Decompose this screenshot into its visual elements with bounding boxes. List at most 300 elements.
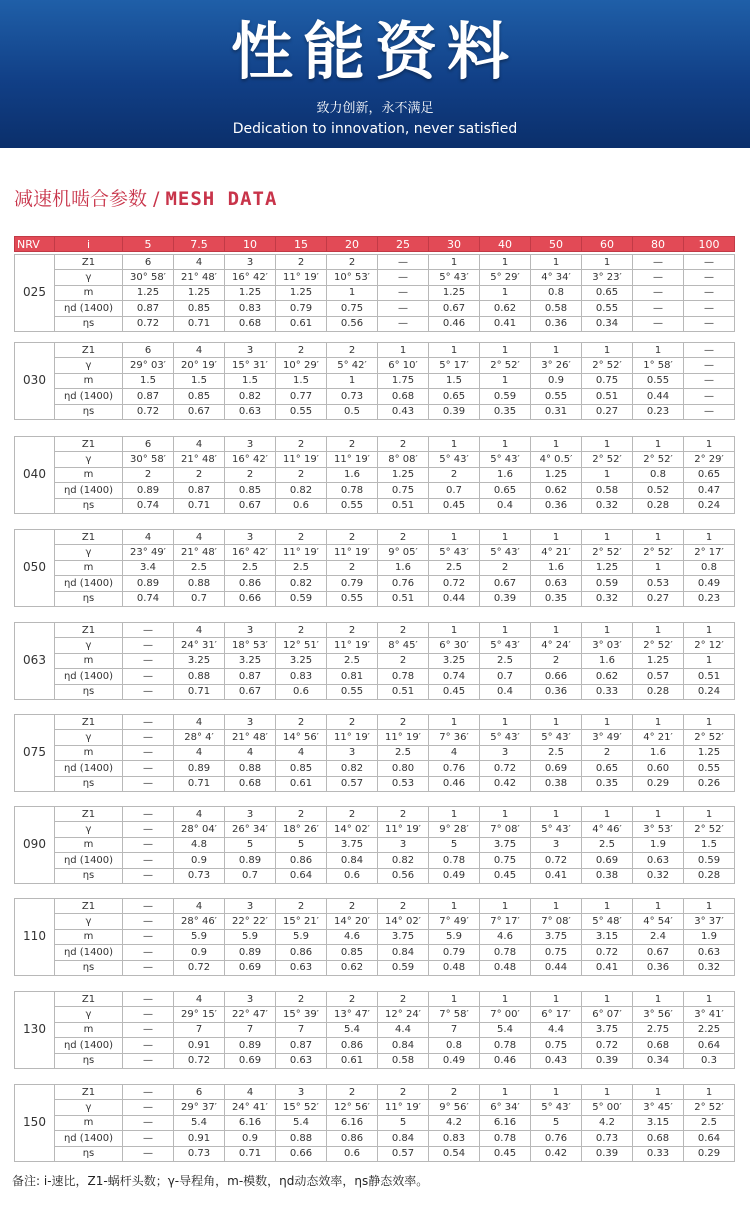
data-cell: 2.5 — [276, 560, 327, 575]
data-cell: 5° 29′ — [480, 270, 531, 285]
data-cell: 3° 41′ — [684, 1007, 735, 1022]
data-cell: 0.83 — [276, 669, 327, 684]
param-label: Z1 — [55, 715, 123, 730]
data-cell: 2.5 — [480, 653, 531, 668]
data-cell: 0.8 — [633, 467, 684, 482]
param-label: m — [55, 1115, 123, 1130]
size-table-130 — [14, 991, 735, 1069]
data-cell: 14° 56′ — [276, 730, 327, 745]
param-label: γ — [55, 638, 123, 653]
data-cell: 0.68 — [633, 1131, 684, 1146]
data-cell: 0.66 — [225, 591, 276, 606]
data-cell: 5° 48′ — [582, 914, 633, 929]
data-cell: 0.23 — [684, 591, 735, 606]
data-cell: 2 — [123, 467, 174, 482]
data-cell: 4 — [174, 343, 225, 358]
data-cell: 0.82 — [378, 853, 429, 868]
data-cell: 5 — [531, 1115, 582, 1130]
data-cell: 16° 42′ — [225, 545, 276, 560]
data-cell: 0.74 — [123, 498, 174, 513]
data-cell: 1 — [582, 1085, 633, 1100]
data-cell: 0.73 — [174, 868, 225, 883]
param-label: ηs — [55, 684, 123, 699]
data-cell: 2.75 — [633, 1022, 684, 1037]
data-cell: 0.82 — [276, 576, 327, 591]
data-cell: 0.75 — [378, 483, 429, 498]
data-cell: 1 — [429, 992, 480, 1007]
data-cell: — — [123, 992, 174, 1007]
data-cell: 28° 4′ — [174, 730, 225, 745]
data-cell: 0.83 — [225, 301, 276, 316]
data-cell: 3 — [531, 837, 582, 852]
data-cell: 0.39 — [582, 1146, 633, 1161]
table-row — [15, 316, 735, 331]
section-title-cn: 减速机啮合参数 / — [14, 188, 166, 210]
data-cell: — — [123, 684, 174, 699]
data-cell: 1 — [633, 437, 684, 452]
data-cell: 16° 42′ — [225, 452, 276, 467]
data-cell: 0.68 — [225, 776, 276, 791]
data-cell: 0.76 — [429, 761, 480, 776]
data-cell: 0.49 — [429, 868, 480, 883]
data-cell: 1 — [480, 1085, 531, 1100]
param-label: ηs — [55, 591, 123, 606]
data-cell: 1 — [429, 343, 480, 358]
data-cell: 0.39 — [582, 1053, 633, 1068]
data-cell: 0.88 — [276, 1131, 327, 1146]
data-cell: 2.5 — [684, 1115, 735, 1130]
data-cell: 0.49 — [684, 576, 735, 591]
data-cell: 0.88 — [174, 669, 225, 684]
data-cell: — — [684, 373, 735, 388]
data-cell: 18° 26′ — [276, 822, 327, 837]
data-cell: 0.53 — [633, 576, 684, 591]
data-cell: 0.73 — [174, 1146, 225, 1161]
data-cell: 0.89 — [123, 483, 174, 498]
data-cell: 1.25 — [276, 285, 327, 300]
data-cell: 24° 31′ — [174, 638, 225, 653]
data-cell: 1 — [684, 899, 735, 914]
data-cell: 5° 43′ — [480, 452, 531, 467]
data-cell: 2° 52′ — [582, 452, 633, 467]
data-cell: 0.43 — [378, 404, 429, 419]
data-cell: 6 — [123, 255, 174, 270]
data-cell: — — [123, 776, 174, 791]
data-cell: 3.25 — [276, 653, 327, 668]
data-cell: 1 — [633, 343, 684, 358]
table-row — [15, 358, 735, 373]
data-cell: 0.39 — [480, 591, 531, 606]
data-cell: 0.85 — [174, 389, 225, 404]
header-cell: 50 — [531, 237, 582, 252]
data-cell: 2 — [378, 715, 429, 730]
data-cell: — — [684, 270, 735, 285]
data-cell: 0.60 — [633, 761, 684, 776]
size-table-050 — [14, 529, 735, 607]
data-cell: 0.87 — [174, 483, 225, 498]
data-cell: 22° 47′ — [225, 1007, 276, 1022]
data-cell: 1 — [429, 255, 480, 270]
data-cell: 0.64 — [684, 1131, 735, 1146]
data-cell: 0.69 — [225, 960, 276, 975]
data-cell: 0.82 — [225, 389, 276, 404]
data-cell: 1 — [480, 343, 531, 358]
table-row — [15, 1007, 735, 1022]
data-cell: 1 — [429, 437, 480, 452]
data-cell: 2° 52′ — [684, 822, 735, 837]
table-row — [15, 1053, 735, 1068]
data-cell: — — [684, 255, 735, 270]
table-row — [15, 899, 735, 914]
data-cell: 1 — [378, 343, 429, 358]
data-cell: — — [123, 807, 174, 822]
data-cell: 4.2 — [429, 1115, 480, 1130]
data-cell: 6° 07′ — [582, 1007, 633, 1022]
data-cell: 0.78 — [480, 1038, 531, 1053]
data-cell: 2 — [582, 745, 633, 760]
data-cell: 0.23 — [633, 404, 684, 419]
data-cell: 0.6 — [276, 498, 327, 513]
data-cell: 0.5 — [327, 404, 378, 419]
data-cell: 5° 43′ — [429, 452, 480, 467]
data-cell: 0.53 — [378, 776, 429, 791]
data-cell: — — [123, 960, 174, 975]
data-cell: 2 — [327, 437, 378, 452]
data-cell: 0.48 — [480, 960, 531, 975]
section-title-en: MESH DATA — [165, 188, 278, 210]
data-cell: 0.33 — [633, 1146, 684, 1161]
table-row — [15, 301, 735, 316]
data-cell: 5° 43′ — [531, 1100, 582, 1115]
data-cell: 0.75 — [327, 301, 378, 316]
data-cell: 1 — [633, 530, 684, 545]
data-cell: 16° 42′ — [225, 270, 276, 285]
param-label: m — [55, 837, 123, 852]
data-cell: 0.67 — [633, 945, 684, 960]
param-label: m — [55, 653, 123, 668]
data-cell: 0.78 — [378, 669, 429, 684]
data-cell: 0.26 — [684, 776, 735, 791]
data-cell: 0.52 — [633, 483, 684, 498]
data-cell: 0.91 — [174, 1038, 225, 1053]
data-cell: 0.71 — [174, 316, 225, 331]
data-cell: 1.5 — [174, 373, 225, 388]
data-cell: 0.36 — [531, 684, 582, 699]
table-row — [15, 452, 735, 467]
table-row — [15, 914, 735, 929]
data-cell: 2 — [378, 623, 429, 638]
data-cell: 0.75 — [531, 945, 582, 960]
data-cell: 0.32 — [633, 868, 684, 883]
data-cell: 0.59 — [378, 960, 429, 975]
data-cell: 0.45 — [429, 684, 480, 699]
data-cell: 1° 58′ — [633, 358, 684, 373]
data-cell: 3.75 — [378, 929, 429, 944]
data-cell: 3° 45′ — [633, 1100, 684, 1115]
data-cell: 0.32 — [684, 960, 735, 975]
data-cell: 0.59 — [582, 576, 633, 591]
data-cell: 28° 04′ — [174, 822, 225, 837]
param-label: γ — [55, 730, 123, 745]
data-cell: 0.55 — [276, 404, 327, 419]
data-cell: 0.51 — [582, 389, 633, 404]
data-cell: 1 — [480, 285, 531, 300]
data-cell: 0.9 — [174, 945, 225, 960]
data-cell: 0.63 — [225, 404, 276, 419]
data-cell: 3° 53′ — [633, 822, 684, 837]
data-cell: 2° 52′ — [633, 545, 684, 560]
table-row — [15, 730, 735, 745]
data-cell: 0.34 — [582, 316, 633, 331]
data-cell: 2 — [327, 623, 378, 638]
data-cell: 0.59 — [684, 853, 735, 868]
data-cell: 11° 19′ — [276, 270, 327, 285]
data-cell: 2 — [174, 467, 225, 482]
table-row — [15, 389, 735, 404]
header-cell: 15 — [276, 237, 327, 252]
data-cell: 0.57 — [378, 1146, 429, 1161]
data-cell: 4 — [276, 745, 327, 760]
data-cell: — — [123, 669, 174, 684]
data-cell: 3 — [276, 1085, 327, 1100]
table-row — [15, 807, 735, 822]
data-cell: 0.49 — [429, 1053, 480, 1068]
data-cell: 10° 53′ — [327, 270, 378, 285]
data-cell: 0.72 — [582, 945, 633, 960]
data-cell: 6° 10′ — [378, 358, 429, 373]
data-cell: 0.55 — [582, 301, 633, 316]
data-cell: 24° 41′ — [225, 1100, 276, 1115]
data-cell: 0.38 — [582, 868, 633, 883]
data-cell: 1 — [480, 437, 531, 452]
table-row — [15, 270, 735, 285]
data-cell: 15° 52′ — [276, 1100, 327, 1115]
data-cell: — — [123, 1085, 174, 1100]
param-label: ηs — [55, 868, 123, 883]
data-cell: 11° 19′ — [276, 545, 327, 560]
data-cell: 3.25 — [429, 653, 480, 668]
data-cell: 23° 49′ — [123, 545, 174, 560]
data-cell: 4° 0.5′ — [531, 452, 582, 467]
data-cell: 2.5 — [531, 745, 582, 760]
data-cell: 5° 43′ — [480, 730, 531, 745]
data-cell: 1.6 — [378, 560, 429, 575]
data-cell: 0.55 — [531, 389, 582, 404]
data-cell: 1 — [684, 653, 735, 668]
data-cell: 11° 19′ — [327, 638, 378, 653]
data-cell: 0.27 — [582, 404, 633, 419]
data-cell: 0.43 — [531, 1053, 582, 1068]
table-row — [15, 1085, 735, 1100]
data-cell: 28° 46′ — [174, 914, 225, 929]
data-cell: — — [123, 761, 174, 776]
data-cell: 1.6 — [531, 560, 582, 575]
table-row — [15, 498, 735, 513]
data-cell: 5.9 — [429, 929, 480, 944]
data-cell: 3.75 — [582, 1022, 633, 1037]
data-cell: 29° 37′ — [174, 1100, 225, 1115]
data-cell: 1 — [531, 992, 582, 1007]
header-cell: 5 — [123, 237, 174, 252]
data-cell: — — [378, 316, 429, 331]
data-cell: 0.62 — [582, 669, 633, 684]
param-label: ηd (1400) — [55, 389, 123, 404]
data-cell: 2° 52′ — [582, 545, 633, 560]
data-cell: 4° 24′ — [531, 638, 582, 653]
data-cell: 0.85 — [225, 483, 276, 498]
data-cell: 2.5 — [429, 560, 480, 575]
data-cell: 0.3 — [684, 1053, 735, 1068]
data-cell: 1 — [531, 343, 582, 358]
data-cell: — — [123, 1100, 174, 1115]
header-cell: NRV — [15, 237, 55, 252]
data-cell: 0.6 — [276, 684, 327, 699]
table-row — [15, 483, 735, 498]
footnote: 备注: i-速比，Z1-蜗杆头数；γ-导程角，m-模数，ηd动态效率，ηs静态效率。 — [12, 1174, 429, 1188]
data-cell: 3.25 — [174, 653, 225, 668]
data-cell: 2 — [378, 437, 429, 452]
data-cell: 0.55 — [327, 498, 378, 513]
data-cell: 0.38 — [531, 776, 582, 791]
data-cell: 4° 21′ — [633, 730, 684, 745]
data-cell: 4 — [174, 807, 225, 822]
data-cell: 0.58 — [378, 1053, 429, 1068]
data-cell: 0.62 — [327, 960, 378, 975]
data-cell: 29° 15′ — [174, 1007, 225, 1022]
data-cell: 4 — [429, 745, 480, 760]
data-cell: 5 — [378, 1115, 429, 1130]
data-cell: 0.6 — [327, 868, 378, 883]
data-cell: 3.15 — [633, 1115, 684, 1130]
size-label: 150 — [15, 1085, 55, 1162]
data-cell: 0.67 — [480, 576, 531, 591]
data-cell: 0.59 — [276, 591, 327, 606]
data-cell: — — [684, 404, 735, 419]
data-cell: — — [684, 343, 735, 358]
table-row — [15, 715, 735, 730]
data-cell: 0.88 — [174, 576, 225, 591]
data-cell: 0.76 — [378, 576, 429, 591]
data-cell: 7° 49′ — [429, 914, 480, 929]
data-cell: 0.73 — [582, 1131, 633, 1146]
data-cell: 0.67 — [429, 301, 480, 316]
data-cell: 0.32 — [582, 591, 633, 606]
data-cell: 2 — [276, 255, 327, 270]
data-cell: 3.75 — [327, 837, 378, 852]
data-cell: 1 — [684, 992, 735, 1007]
data-cell: 0.63 — [276, 1053, 327, 1068]
data-cell: 7 — [276, 1022, 327, 1037]
table-header — [14, 236, 735, 252]
data-cell: 0.79 — [429, 945, 480, 960]
data-cell: 0.57 — [327, 776, 378, 791]
param-label: ηs — [55, 960, 123, 975]
table-row — [15, 1146, 735, 1161]
data-cell: 0.68 — [225, 316, 276, 331]
table-row — [15, 576, 735, 591]
data-cell: 1 — [582, 992, 633, 1007]
data-cell: 0.72 — [531, 853, 582, 868]
data-cell: — — [633, 255, 684, 270]
size-label: 025 — [15, 255, 55, 332]
data-cell: 1.6 — [582, 653, 633, 668]
data-cell: 0.56 — [327, 316, 378, 331]
data-cell: 0.86 — [276, 853, 327, 868]
data-cell: 0.87 — [225, 669, 276, 684]
data-cell: 1 — [480, 899, 531, 914]
data-cell: 0.84 — [378, 945, 429, 960]
header-cell: 20 — [327, 237, 378, 252]
data-cell: 1 — [684, 715, 735, 730]
data-cell: 4 — [174, 437, 225, 452]
data-cell: 4.6 — [480, 929, 531, 944]
data-cell: 3° 23′ — [582, 270, 633, 285]
data-cell: 2 — [276, 899, 327, 914]
data-cell: 2 — [327, 530, 378, 545]
data-cell: 1 — [633, 992, 684, 1007]
data-cell: 0.9 — [174, 853, 225, 868]
data-cell: 0.68 — [378, 389, 429, 404]
data-cell: 5 — [276, 837, 327, 852]
data-cell: 3° 56′ — [633, 1007, 684, 1022]
data-cell: 11° 19′ — [378, 730, 429, 745]
data-cell: 0.71 — [174, 776, 225, 791]
data-cell: 0.61 — [327, 1053, 378, 1068]
size-label: 075 — [15, 715, 55, 792]
data-cell: 4° 54′ — [633, 914, 684, 929]
data-cell: 0.75 — [531, 1038, 582, 1053]
data-cell: 4° 34′ — [531, 270, 582, 285]
data-cell: 7 — [174, 1022, 225, 1037]
data-cell: 4° 46′ — [582, 822, 633, 837]
data-cell: 0.41 — [480, 316, 531, 331]
data-cell: 0.78 — [480, 945, 531, 960]
data-cell: 4 — [174, 992, 225, 1007]
table-row — [15, 1115, 735, 1130]
data-cell: 21° 48′ — [174, 270, 225, 285]
data-cell: 1.9 — [684, 929, 735, 944]
data-cell: 1.5 — [225, 373, 276, 388]
data-cell: 0.68 — [633, 1038, 684, 1053]
data-cell: 1 — [531, 1085, 582, 1100]
data-cell: 2 — [327, 992, 378, 1007]
data-cell: 0.66 — [531, 669, 582, 684]
data-cell: 4.6 — [327, 929, 378, 944]
header-banner — [0, 0, 750, 148]
data-cell: 2 — [327, 560, 378, 575]
data-cell: 0.72 — [582, 1038, 633, 1053]
data-cell: 3 — [225, 715, 276, 730]
data-cell: 6.16 — [327, 1115, 378, 1130]
data-cell: 1.5 — [429, 373, 480, 388]
data-cell: 5.9 — [225, 929, 276, 944]
data-cell: — — [123, 837, 174, 852]
data-cell: 0.9 — [225, 1131, 276, 1146]
param-label: ηd (1400) — [55, 945, 123, 960]
data-cell: 0.78 — [327, 483, 378, 498]
param-label: m — [55, 745, 123, 760]
data-cell: — — [123, 914, 174, 929]
data-cell: — — [123, 929, 174, 944]
data-cell: 0.7 — [174, 591, 225, 606]
table-row — [15, 1038, 735, 1053]
data-cell: 14° 02′ — [378, 914, 429, 929]
data-cell: 2 — [480, 560, 531, 575]
table-row — [15, 1131, 735, 1146]
data-cell: 0.58 — [582, 483, 633, 498]
param-label: ηs — [55, 776, 123, 791]
data-cell: 1 — [531, 437, 582, 452]
